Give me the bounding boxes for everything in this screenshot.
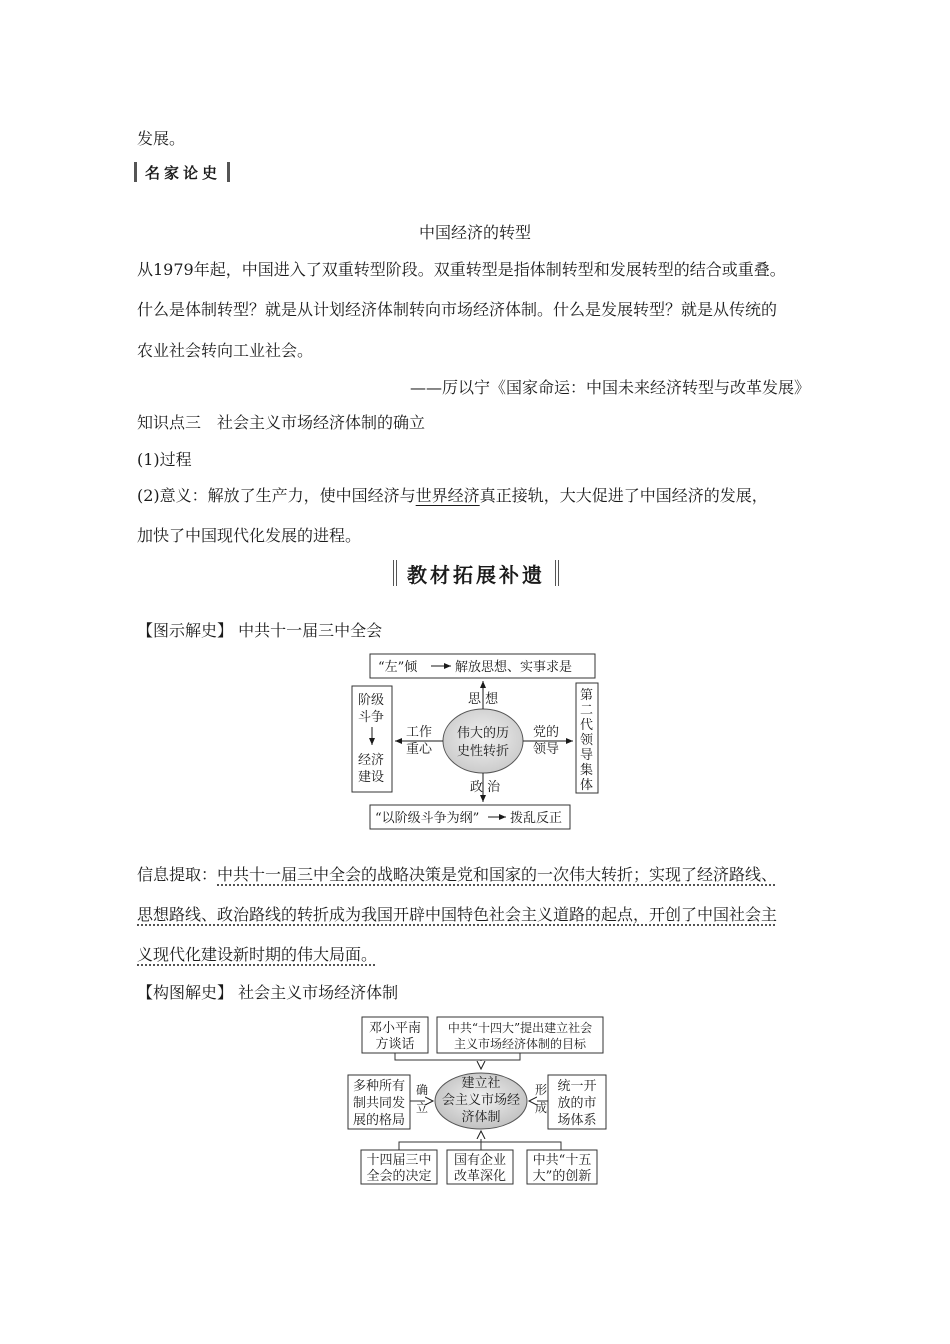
info-text-1: 中共十一届三中全会的战略决策是党和国家的一次伟大转折；实现了经济路线、 <box>217 865 778 884</box>
d1-top-right: 解放思想、实事求是 <box>455 660 573 675</box>
d1-center-line-2: 史性转折 <box>456 744 510 759</box>
d2-label-right-1: 形 <box>535 1083 548 1097</box>
d2-bottom-2-line-2: 改革深化 <box>453 1169 507 1184</box>
d1-label-down: 政 治 <box>470 780 501 795</box>
d1-right-char-6: 集 <box>580 763 594 778</box>
d2-right-1: 统一开 <box>557 1079 597 1094</box>
d2-label-left-1: 确 <box>416 1083 429 1097</box>
d1-center-line-1: 伟大的历 <box>456 726 510 741</box>
d1-right-char-3: 代 <box>580 718 594 733</box>
d1-left-top-1: 阶级 <box>358 693 385 708</box>
d1-label-right-1: 党的 <box>533 725 560 740</box>
d2-left-3: 展的格局 <box>352 1113 406 1128</box>
d2-left-1: 多种所有 <box>352 1079 406 1094</box>
knowledge-heading: 知识点三 社会主义市场经济体制的确立 <box>137 413 426 432</box>
d1-bottom-right: 拨乱反正 <box>510 811 563 826</box>
d2-bottom-2-line-1: 国有企业 <box>453 1153 507 1168</box>
banner-label: 教材拓展补遗 <box>407 562 545 587</box>
d2-top-left-1: 邓小平南 <box>368 1021 422 1036</box>
d1-left-bottom-1: 经济 <box>358 753 385 768</box>
d1-right-char-5: 导 <box>580 748 594 763</box>
d2-bottom-3-line-1: 中共“十五 <box>532 1153 592 1168</box>
intro-fragment: 发展。 <box>137 129 186 148</box>
quote-line-1: 从1979年起，中国进入了双重转型阶段。双重转型是指体制转型和发展转型的结合或重叠。 <box>137 260 786 279</box>
d2-center-2: 会主义市场经 <box>441 1093 521 1108</box>
quote-source: ——厉以宁《国家命运：中国未来经济转型与改革发展》 <box>409 378 810 397</box>
d2-label-left-2: 立 <box>416 1101 429 1115</box>
d2-right-2: 放的市 <box>557 1096 597 1111</box>
d2-right-3: 场体系 <box>557 1113 597 1128</box>
d1-label-right-2: 领导 <box>533 742 560 757</box>
d2-center-3: 济体制 <box>461 1110 501 1125</box>
d1-label-up: 思 想 <box>468 692 499 707</box>
d1-right-char-7: 体 <box>580 778 594 793</box>
d2-center-1: 建立社 <box>461 1076 501 1091</box>
d1-label-left-1: 工作 <box>406 725 433 740</box>
tag-label: 名家论史 <box>145 163 222 182</box>
d1-label-left-2: 重心 <box>406 742 433 757</box>
diagram2-caption-tag: 【构图解史】 <box>137 983 234 1002</box>
item2-underlined: 世界经济 <box>415 486 480 505</box>
diagram1-caption-text: 中共十一届三中全会 <box>238 621 383 640</box>
quote-title: 中国经济的转型 <box>418 223 531 242</box>
d2-bottom-3-line-2: 大”的创新 <box>532 1169 592 1184</box>
d2-bottom-1-line-1: 十四届三中 <box>366 1153 432 1168</box>
item2-prefix: (2)意义：解放了生产力，使中国经济与 <box>137 486 416 505</box>
info-text-3: 义现代化建设新时期的伟大局面。 <box>137 945 378 964</box>
d1-bottom-left: “以阶级斗争为纲” <box>375 811 480 826</box>
info-label: 信息提取： <box>137 865 218 884</box>
d1-top-left: “左”倾 <box>378 660 418 675</box>
knowledge-item-2-cont: 加快了中国现代化发展的进程。 <box>137 526 362 545</box>
d2-label-right-2: 成 <box>535 1101 548 1115</box>
d2-top-left-2: 方谈话 <box>375 1037 415 1052</box>
item2-suffix: 真正接轨，大大促进了中国经济的发展， <box>479 486 768 505</box>
knowledge-item-1: (1)过程 <box>137 450 192 469</box>
diagram2-caption-text: 社会主义市场经济体制 <box>238 983 399 1002</box>
d1-left-top-2: 斗争 <box>358 710 385 725</box>
quote-line-2: 什么是体制转型？就是从计划经济体制转向市场经济体制。什么是发展转型？就是从传统的 <box>137 300 778 319</box>
d2-top-right-2: 主义市场经济体制的目标 <box>453 1037 587 1051</box>
d1-right-char-4: 领 <box>580 733 594 748</box>
d2-bottom-bracket <box>399 1142 561 1150</box>
quote-line-3: 农业社会转向工业社会。 <box>137 341 314 360</box>
d2-left-2: 制共同发 <box>352 1096 406 1111</box>
d2-bottom-1-line-2: 全会的决定 <box>366 1169 432 1184</box>
d2-top-right-1: 中共“十四大”提出建立社会 <box>447 1021 593 1035</box>
d1-left-bottom-2: 建设 <box>358 770 385 785</box>
d2-top-bracket <box>395 1053 520 1060</box>
diagram1-caption-tag: 【图示解史】 <box>137 621 234 640</box>
d1-right-char-1: 第 <box>580 688 594 703</box>
d1-right-char-2: 二 <box>580 703 594 718</box>
info-text-2: 思想路线、政治路线的转折成为我国开辟中国特色社会主义道路的起点，开创了中国社会主 <box>137 905 778 924</box>
